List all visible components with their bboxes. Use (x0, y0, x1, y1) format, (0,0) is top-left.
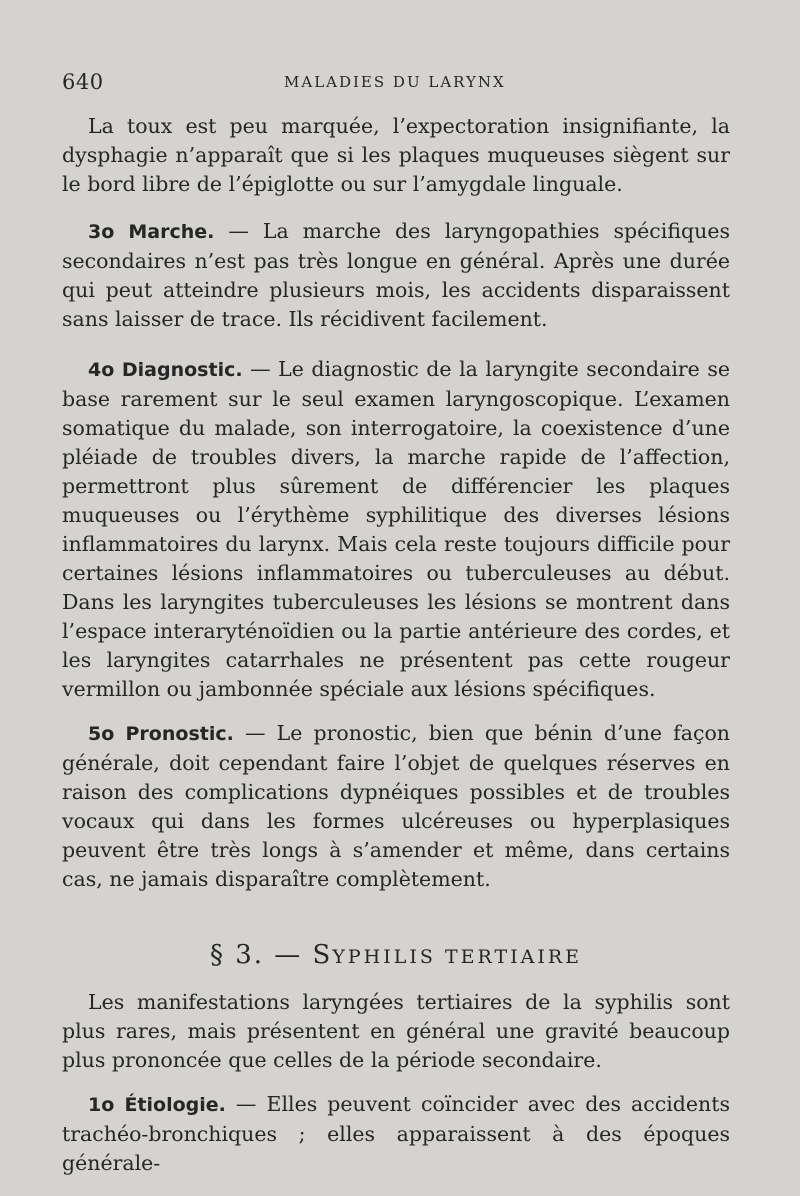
paragraph-marche (62, 217, 730, 334)
section-title-smallcaps: YPHILIS TERTIAIRE (332, 946, 583, 968)
page-number: 640 (62, 70, 104, 94)
heading-pronostic: 5o Pronostic. (88, 723, 234, 745)
section-title-prefix: § 3. — S (209, 940, 333, 970)
paragraph-diagnostic (62, 355, 730, 704)
page-body (62, 112, 730, 1178)
heading-diagnostic: 4o Diagnostic. (88, 359, 243, 381)
paragraph-symptoms: La toux est peu marquée, l’expectoration insignifiante, la dysphagie n’apparaît que si les plaques muqueuses siègent sur le bord libre de l’épiglotte ou sur l’amygdale linguale. (62, 114, 730, 196)
heading-etiologie: 1o Étiologie. (88, 1094, 226, 1116)
paragraph-tertiary-intro: Les manifestations laryngées tertiaires de la syphilis sont plus rares, mais présentent en général une gravité beaucoup plus prononcée que celles de la période secondaire. (62, 990, 730, 1072)
heading-marche: 3o Marche. (88, 221, 215, 243)
text-marche: — La marche des laryngopathies spécifiques secondaires n’est pas très longue en général. Après une durée qui peut atteindre plusieurs mois, les accidents disparaissent sans laisser de trace. Ils récidivent facilement. (62, 219, 730, 331)
text-diagnostic: — Le diagnostic de la laryngite secondaire se base rarement sur le seul examen laryngoscopique. L’examen somatique du malade, son interrogatoire, la coexistence d’une pléiade de troubles divers, la marche rapide de l’affection, permettront plus sûrement de différencier les plaques muqueuses ou l’érythème syphilitique des diverses lésions inflammatoires du larynx. Mais cela reste toujours difficile pour certaines lésions inflammatoires ou tuberculeuses au début. Dans les laryngites tuberculeuses les lésions se montrent dans l’espace interaryténoïdien ou la partie antérieure des cordes, et les laryngites catarrhales ne présentent pas cette rougeur vermillon ou jambonnée spéciale aux lésions spécifiques. (62, 357, 730, 701)
paragraph-etiologie (62, 1090, 730, 1178)
running-title: MALADIES DU LARYNX (284, 73, 506, 91)
paragraph-pronostic (62, 719, 730, 894)
running-head (62, 70, 730, 98)
text-pronostic: — Le pronostic, bien que bénin d’une façon générale, doit cependant faire l’objet de quelques réserves en raison des complications dypnéiques possibles et de troubles vocaux qui dans les formes ulcéreuses ou hyperplasiques peuvent être très longs à s’amender et même, dans certains cas, ne jamais disparaître complètement. (62, 721, 730, 891)
section-title (62, 940, 730, 970)
text-etiologie: — Elles peuvent coïncider avec des accidents trachéo-bronchiques ; elles apparaissent à des époques générale- (62, 1092, 730, 1175)
